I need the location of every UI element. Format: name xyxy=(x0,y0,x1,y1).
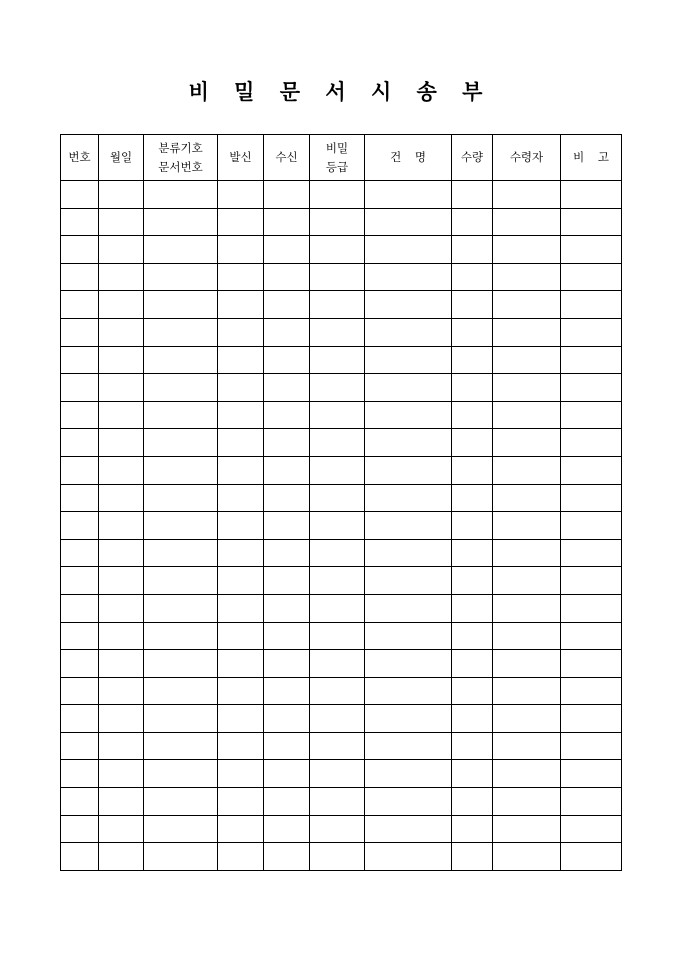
table-cell xyxy=(99,788,144,816)
table-cell xyxy=(264,594,310,622)
table-cell xyxy=(561,815,622,843)
table-cell xyxy=(561,732,622,760)
table-cell xyxy=(493,318,561,346)
table-cell xyxy=(493,512,561,540)
table-cell xyxy=(365,181,452,209)
table-cell xyxy=(452,732,493,760)
table-cell xyxy=(99,401,144,429)
table-cell xyxy=(144,456,218,484)
header-secret-grade-line1: 비밀 xyxy=(325,140,349,155)
table-cell xyxy=(61,181,99,209)
table-cell xyxy=(493,815,561,843)
table-cell xyxy=(561,181,622,209)
table-cell xyxy=(144,539,218,567)
table-cell xyxy=(264,401,310,429)
table-cell xyxy=(218,677,264,705)
table-cell xyxy=(310,622,365,650)
table-row xyxy=(61,843,622,871)
table-cell xyxy=(493,705,561,733)
table-cell xyxy=(144,650,218,678)
table-cell xyxy=(144,236,218,264)
table-cell xyxy=(493,677,561,705)
table-cell xyxy=(452,677,493,705)
table-cell xyxy=(452,208,493,236)
table-cell xyxy=(452,181,493,209)
table-cell xyxy=(144,705,218,733)
table-cell xyxy=(264,843,310,871)
table-cell xyxy=(561,677,622,705)
table-cell xyxy=(365,677,452,705)
table-cell xyxy=(218,732,264,760)
table-cell xyxy=(493,732,561,760)
table-cell xyxy=(264,815,310,843)
table-cell xyxy=(493,788,561,816)
table-cell xyxy=(452,429,493,457)
table-cell xyxy=(264,318,310,346)
table-cell xyxy=(561,374,622,402)
document-title: 비 밀 문 서 시 송 부 xyxy=(188,79,492,104)
table-cell xyxy=(310,732,365,760)
table-cell xyxy=(493,429,561,457)
table-cell xyxy=(264,512,310,540)
table-cell xyxy=(99,677,144,705)
header-secret-grade-line2: 등급 xyxy=(325,159,349,174)
table-cell xyxy=(452,291,493,319)
table-cell xyxy=(218,622,264,650)
table-cell xyxy=(218,318,264,346)
table-cell xyxy=(561,236,622,264)
header-remarks: 비 고 xyxy=(561,135,622,181)
table-cell xyxy=(365,705,452,733)
table-cell xyxy=(218,843,264,871)
table-cell xyxy=(452,705,493,733)
table-cell xyxy=(561,594,622,622)
table-cell xyxy=(264,484,310,512)
table-cell xyxy=(61,236,99,264)
table-cell xyxy=(264,263,310,291)
table-cell xyxy=(61,705,99,733)
table-cell xyxy=(99,181,144,209)
table-cell xyxy=(99,650,144,678)
table-cell xyxy=(218,181,264,209)
table-cell xyxy=(144,622,218,650)
table-cell xyxy=(144,760,218,788)
table-cell xyxy=(493,263,561,291)
table-cell xyxy=(264,291,310,319)
table-cell xyxy=(493,181,561,209)
table-cell xyxy=(310,594,365,622)
table-row xyxy=(61,705,622,733)
table-cell xyxy=(144,677,218,705)
table-row xyxy=(61,594,622,622)
table-cell xyxy=(264,705,310,733)
table-cell xyxy=(561,484,622,512)
table-cell xyxy=(264,539,310,567)
table-cell xyxy=(452,236,493,264)
table-cell xyxy=(144,318,218,346)
table-cell xyxy=(493,484,561,512)
table-cell xyxy=(218,484,264,512)
table-cell xyxy=(452,401,493,429)
table-cell xyxy=(561,788,622,816)
table-cell xyxy=(365,263,452,291)
table-cell xyxy=(61,594,99,622)
secret-document-ledger-table xyxy=(60,134,622,871)
table-cell xyxy=(61,208,99,236)
table-cell xyxy=(264,567,310,595)
table-cell xyxy=(452,760,493,788)
table-row xyxy=(61,567,622,595)
table-cell xyxy=(365,456,452,484)
header-recipient: 수령자 xyxy=(493,135,561,181)
table-cell xyxy=(452,484,493,512)
table-cell xyxy=(493,760,561,788)
table-cell xyxy=(493,843,561,871)
table-cell xyxy=(218,788,264,816)
table-cell xyxy=(218,346,264,374)
table-cell xyxy=(365,401,452,429)
header-subject: 건 명 xyxy=(365,135,452,181)
table-cell xyxy=(99,622,144,650)
table-cell xyxy=(365,815,452,843)
table-cell xyxy=(561,291,622,319)
table-cell xyxy=(365,512,452,540)
table-cell xyxy=(493,594,561,622)
header-date: 월일 xyxy=(99,135,144,181)
table-cell xyxy=(144,401,218,429)
table-cell xyxy=(218,512,264,540)
table-cell xyxy=(452,318,493,346)
table-cell xyxy=(264,456,310,484)
table-cell xyxy=(61,456,99,484)
table-cell xyxy=(561,401,622,429)
table-cell xyxy=(310,236,365,264)
table-row xyxy=(61,622,622,650)
table-cell xyxy=(61,429,99,457)
table-cell xyxy=(493,539,561,567)
table-cell xyxy=(310,291,365,319)
table-cell xyxy=(493,346,561,374)
table-cell xyxy=(264,208,310,236)
table-cell xyxy=(264,622,310,650)
table-cell xyxy=(365,622,452,650)
table-cell xyxy=(218,760,264,788)
table-cell xyxy=(310,760,365,788)
header-row xyxy=(61,135,622,181)
table-cell xyxy=(452,815,493,843)
header-classification-line1: 분류기호 xyxy=(158,140,203,155)
table-row xyxy=(61,346,622,374)
table-cell xyxy=(144,263,218,291)
table-cell xyxy=(365,732,452,760)
table-cell xyxy=(493,567,561,595)
table-cell xyxy=(561,567,622,595)
table-row xyxy=(61,429,622,457)
table-cell xyxy=(365,484,452,512)
header-secret-grade xyxy=(310,135,365,181)
table-cell xyxy=(144,181,218,209)
table-cell xyxy=(99,512,144,540)
table-row xyxy=(61,263,622,291)
table-cell xyxy=(365,346,452,374)
table-cell xyxy=(310,346,365,374)
table-row xyxy=(61,512,622,540)
table-cell xyxy=(452,843,493,871)
header-classification xyxy=(144,135,218,181)
table-cell xyxy=(61,650,99,678)
table-cell xyxy=(493,401,561,429)
table-cell xyxy=(310,208,365,236)
table-cell xyxy=(61,622,99,650)
table-cell xyxy=(310,539,365,567)
table-cell xyxy=(452,263,493,291)
table-cell xyxy=(99,539,144,567)
table-cell xyxy=(99,208,144,236)
table-cell xyxy=(99,732,144,760)
table-row xyxy=(61,732,622,760)
table-cell xyxy=(264,788,310,816)
table-cell xyxy=(310,567,365,595)
table-row xyxy=(61,650,622,678)
table-cell xyxy=(218,291,264,319)
table-cell xyxy=(61,291,99,319)
table-cell xyxy=(452,456,493,484)
table-cell xyxy=(310,456,365,484)
table-cell xyxy=(61,484,99,512)
table-cell xyxy=(452,346,493,374)
table-cell xyxy=(264,760,310,788)
table-row xyxy=(61,815,622,843)
table-cell xyxy=(365,650,452,678)
table-cell xyxy=(452,539,493,567)
table-cell xyxy=(99,594,144,622)
table-cell xyxy=(264,429,310,457)
table-cell xyxy=(310,484,365,512)
table-cell xyxy=(452,788,493,816)
table-cell xyxy=(61,263,99,291)
table-row xyxy=(61,236,622,264)
table-cell xyxy=(218,236,264,264)
table-row xyxy=(61,374,622,402)
table-cell xyxy=(218,705,264,733)
table-cell xyxy=(452,374,493,402)
table-cell xyxy=(218,650,264,678)
table-cell xyxy=(144,484,218,512)
table-row xyxy=(61,291,622,319)
table-cell xyxy=(99,760,144,788)
table-cell xyxy=(61,788,99,816)
table-cell xyxy=(218,539,264,567)
table-cell xyxy=(99,567,144,595)
table-cell xyxy=(561,760,622,788)
table-cell xyxy=(99,291,144,319)
table-cell xyxy=(218,374,264,402)
table-cell xyxy=(493,650,561,678)
table-cell xyxy=(61,374,99,402)
table-cell xyxy=(218,567,264,595)
header-quantity: 수량 xyxy=(452,135,493,181)
table-cell xyxy=(99,346,144,374)
table-cell xyxy=(365,843,452,871)
table-row xyxy=(61,677,622,705)
table-cell xyxy=(99,374,144,402)
table-row xyxy=(61,456,622,484)
table-cell xyxy=(99,236,144,264)
table-cell xyxy=(99,705,144,733)
table-cell xyxy=(99,815,144,843)
table-cell xyxy=(365,374,452,402)
table-cell xyxy=(99,843,144,871)
table-row xyxy=(61,539,622,567)
table-cell xyxy=(561,622,622,650)
table-cell xyxy=(61,567,99,595)
table-cell xyxy=(310,318,365,346)
table-cell xyxy=(310,843,365,871)
table-cell xyxy=(61,760,99,788)
table-cell xyxy=(365,208,452,236)
table-cell xyxy=(61,512,99,540)
table-cell xyxy=(218,594,264,622)
table-cell xyxy=(493,456,561,484)
table-cell xyxy=(310,512,365,540)
table-cell xyxy=(144,815,218,843)
table-cell xyxy=(99,263,144,291)
table-cell xyxy=(144,208,218,236)
table-cell xyxy=(264,236,310,264)
table-cell xyxy=(144,594,218,622)
table-cell xyxy=(452,512,493,540)
table-cell xyxy=(99,484,144,512)
table-cell xyxy=(61,401,99,429)
table-cell xyxy=(310,181,365,209)
table-cell xyxy=(365,429,452,457)
table-row xyxy=(61,788,622,816)
table-cell xyxy=(493,622,561,650)
table-cell xyxy=(561,650,622,678)
table-cell xyxy=(561,539,622,567)
table-cell xyxy=(218,263,264,291)
table-cell xyxy=(264,181,310,209)
table-cell xyxy=(218,456,264,484)
table-cell xyxy=(144,374,218,402)
table-cell xyxy=(61,539,99,567)
table-row xyxy=(61,181,622,209)
table-cell xyxy=(144,567,218,595)
table-cell xyxy=(218,815,264,843)
table-cell xyxy=(99,318,144,346)
table-cell xyxy=(365,236,452,264)
table-row xyxy=(61,401,622,429)
table-cell xyxy=(493,236,561,264)
table-cell xyxy=(264,650,310,678)
table-cell xyxy=(310,401,365,429)
table-cell xyxy=(99,456,144,484)
table-cell xyxy=(61,318,99,346)
ledger-body xyxy=(61,181,622,871)
table-cell xyxy=(144,291,218,319)
table-row xyxy=(61,484,622,512)
table-cell xyxy=(310,815,365,843)
table-cell xyxy=(561,263,622,291)
table-cell xyxy=(144,512,218,540)
table-cell xyxy=(218,429,264,457)
table-cell xyxy=(561,346,622,374)
header-sender: 발신 xyxy=(218,135,264,181)
table-cell xyxy=(144,429,218,457)
table-cell xyxy=(452,567,493,595)
table-cell xyxy=(99,429,144,457)
table-cell xyxy=(365,788,452,816)
table-cell xyxy=(452,622,493,650)
table-cell xyxy=(264,346,310,374)
table-cell xyxy=(144,788,218,816)
table-cell xyxy=(61,843,99,871)
table-cell xyxy=(561,843,622,871)
table-row xyxy=(61,208,622,236)
table-cell xyxy=(264,374,310,402)
table-cell xyxy=(493,374,561,402)
table-cell xyxy=(61,815,99,843)
table-cell xyxy=(310,788,365,816)
table-cell xyxy=(365,291,452,319)
table-cell xyxy=(365,567,452,595)
table-cell xyxy=(561,705,622,733)
table-cell xyxy=(452,650,493,678)
table-cell xyxy=(144,346,218,374)
table-cell xyxy=(561,318,622,346)
table-cell xyxy=(61,732,99,760)
header-classification-line2: 문서번호 xyxy=(158,159,203,174)
table-cell xyxy=(452,594,493,622)
table-row xyxy=(61,760,622,788)
table-cell xyxy=(218,208,264,236)
header-receiver: 수신 xyxy=(264,135,310,181)
table-cell xyxy=(310,705,365,733)
table-cell xyxy=(144,843,218,871)
table-cell xyxy=(561,512,622,540)
table-cell xyxy=(493,208,561,236)
table-cell xyxy=(365,760,452,788)
table-cell xyxy=(365,539,452,567)
header-number: 번호 xyxy=(61,135,99,181)
table-cell xyxy=(561,208,622,236)
table-cell xyxy=(310,677,365,705)
table-cell xyxy=(561,456,622,484)
table-cell xyxy=(310,263,365,291)
table-cell xyxy=(493,291,561,319)
table-row xyxy=(61,318,622,346)
table-cell xyxy=(365,594,452,622)
table-cell xyxy=(310,429,365,457)
table-cell xyxy=(218,401,264,429)
table-cell xyxy=(144,732,218,760)
table-cell xyxy=(310,650,365,678)
table-cell xyxy=(310,374,365,402)
table-cell xyxy=(264,677,310,705)
table-cell xyxy=(264,732,310,760)
table-cell xyxy=(61,346,99,374)
table-cell xyxy=(561,429,622,457)
table-cell xyxy=(365,318,452,346)
table-cell xyxy=(61,677,99,705)
